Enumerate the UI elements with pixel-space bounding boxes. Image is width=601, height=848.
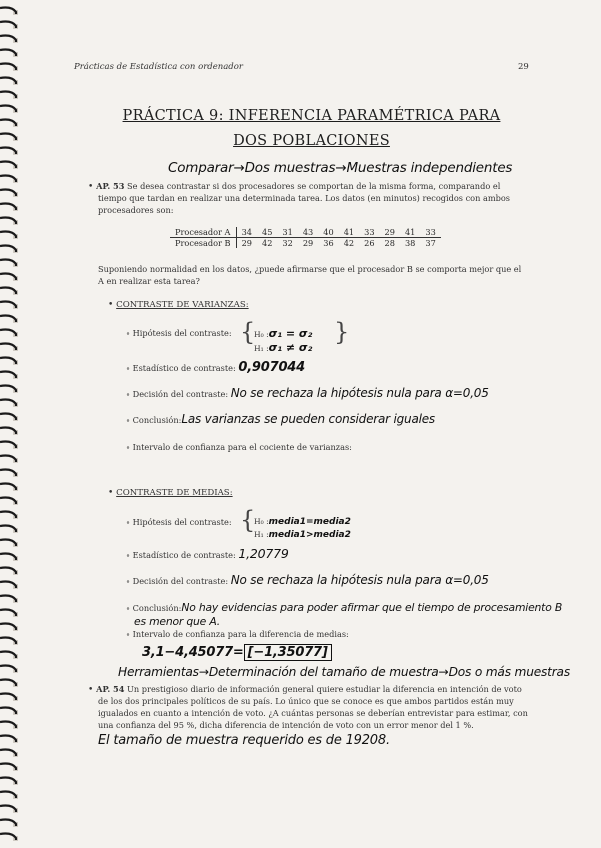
- table-cell: 42: [343, 238, 355, 248]
- table-cell: 26: [364, 238, 375, 248]
- table-cell: 33: [420, 227, 440, 238]
- table-cell: 29: [241, 238, 252, 248]
- bullet: •: [108, 300, 117, 310]
- right-brace: }: [334, 318, 350, 346]
- con-value-2: es menor que A.: [134, 615, 220, 628]
- ap54-line4: una confianza del 95 %, dicha diferencia de intención de voto con un error menor del 1 %.: [98, 720, 474, 730]
- ap54-label: AP. 54: [96, 684, 125, 694]
- varianzas-int: [126, 442, 352, 453]
- ap53-paragraph: [88, 181, 500, 193]
- circle-bullet: ∘: [126, 389, 133, 399]
- bullet: •: [108, 488, 117, 498]
- table-cell: 41: [400, 227, 420, 238]
- varianzas-heading: CONTRASTE DE VARIANZAS:: [116, 300, 249, 310]
- h0-value: σ₁ = σ₂: [268, 327, 313, 340]
- int-value-b: [−1,35077]: [244, 644, 332, 661]
- dec-label: Decisión del contraste:: [132, 389, 229, 399]
- circle-bullet: ∘: [126, 576, 133, 586]
- page-title-line1: PRÁCTICA 9: INFERENCIA PARAMÉTRICA PARA: [122, 108, 501, 124]
- ap53-question-line1: Suponiendo normalidad en los datos, ¿puede afirmarse que el procesador B se comporta mejor que el: [98, 264, 522, 274]
- table-cell: 32: [282, 238, 293, 248]
- left-brace: {: [240, 318, 256, 346]
- varianzas-hip: [126, 328, 232, 339]
- table-cell: 38: [404, 238, 416, 248]
- varianzas-est: [126, 362, 305, 374]
- varianzas-section: [108, 300, 249, 311]
- table-cell: 36: [323, 238, 334, 248]
- medias-int: [126, 629, 349, 640]
- circle-bullet: ∘: [126, 517, 133, 527]
- circle-bullet: ∘: [126, 328, 133, 338]
- int-label: Intervalo de confianza para el cociente de varianzas:: [132, 442, 352, 452]
- row-label: Procesador B: [170, 238, 236, 249]
- varianzas-con: [126, 414, 435, 426]
- table-cell: 43: [298, 227, 318, 238]
- ap53-question-line2: A en realizar esta tarea?: [98, 276, 200, 286]
- table-cell: 45: [257, 227, 277, 238]
- table-cell: 42: [262, 238, 273, 248]
- circle-bullet: ∘: [126, 363, 133, 373]
- hip-label: Hipótesis del contraste:: [132, 517, 232, 527]
- ap53-line2: tiempo que tardan en realizar una determinada tarea. Los datos (en minutos) recogidos con ambos: [98, 193, 510, 203]
- dec-value: No se rechaza la hipótesis nula para α=0,05: [230, 386, 489, 400]
- table-row: [170, 238, 441, 249]
- table-cell: 40: [318, 227, 338, 238]
- dec-value: No se rechaza la hipótesis nula para α=0,05: [230, 573, 489, 587]
- con-label: Conclusión:: [132, 415, 182, 425]
- h1-label: H₁ :: [254, 344, 269, 353]
- circle-bullet: ∘: [126, 415, 133, 425]
- circle-bullet: ∘: [126, 603, 133, 613]
- table-cell: 31: [277, 227, 297, 238]
- h1-line: [254, 336, 312, 355]
- left-brace: {: [240, 506, 256, 534]
- est-label: Estadístico de contraste:: [132, 550, 236, 560]
- table-cell: 33: [359, 227, 379, 238]
- medias-est: [126, 548, 289, 561]
- ap54-line2: de los dos principales políticos de su país. Lo único que se conoce es que ambos partidos están muy: [98, 696, 514, 706]
- table-cell: 34: [236, 227, 257, 238]
- int-value: [142, 645, 332, 660]
- int-value-a: 3,1−4,45077=: [142, 645, 244, 660]
- circle-bullet: ∘: [126, 442, 133, 452]
- hip-label: Hipótesis del contraste:: [132, 328, 232, 338]
- ap54-line3: igualados en cuanto a intención de voto. ¿A cuántas personas se deberían entrevistar para estimar, con: [98, 708, 528, 718]
- h1-value: σ₁ ≠ σ₂: [268, 341, 313, 354]
- medias-con: [126, 602, 562, 614]
- ap53-label: AP. 53: [96, 181, 125, 191]
- est-value: 1,20779: [238, 546, 289, 561]
- bullet: •: [88, 182, 97, 192]
- h0-value: media1=media2: [268, 517, 351, 527]
- medias-dec: [126, 575, 489, 587]
- page-number: 29: [518, 62, 529, 72]
- table-cell: 28: [384, 238, 395, 248]
- table-cell: 29: [302, 238, 314, 248]
- int-label: Intervalo de confianza para la diferencia de medias:: [132, 629, 349, 639]
- ap54-answer: El tamaño de muestra requerido es de 19208.: [98, 733, 390, 748]
- con-value: Las varianzas se pueden considerar iguales: [181, 412, 435, 426]
- ap53-line3: procesadores son:: [98, 205, 174, 215]
- h1-line: [254, 522, 351, 541]
- medias-section: [108, 488, 233, 499]
- h0-label: H₀ :: [254, 517, 269, 526]
- bullet: •: [88, 685, 97, 695]
- running-header: Prácticas de Estadística con ordenador: [74, 62, 243, 72]
- page-title-line2: DOS POBLACIONES: [233, 133, 390, 149]
- table-cell: 41: [339, 227, 359, 238]
- dec-label: Decisión del contraste:: [132, 576, 229, 586]
- spiral-binding: [0, 0, 22, 848]
- ap54-paragraph: [88, 684, 522, 696]
- circle-bullet: ∘: [126, 629, 133, 639]
- data-table: [170, 227, 441, 248]
- con-value-1: No hay evidencias para poder afirmar que el tiempo de procesamiento B: [181, 601, 563, 614]
- medias-hip: [126, 517, 232, 528]
- h1-value: media1>media2: [268, 530, 351, 540]
- h0-label: H₀ :: [254, 330, 269, 339]
- ap53-line1: Se desea contrastar si dos procesadores se comportan de la misma forma, comparando el: [127, 181, 501, 191]
- page: [22, 0, 601, 848]
- table-cell: 29: [380, 227, 400, 238]
- varianzas-dec: [126, 388, 489, 400]
- handwritten-route-top: Comparar→Dos muestras→Muestras independientes: [168, 160, 513, 176]
- row-label: Procesador A: [170, 227, 236, 238]
- handwritten-route-mid: Herramientas→Determinación del tamaño de muestra→Dos o más muestras: [118, 665, 570, 679]
- est-value: 0,907044: [238, 360, 306, 375]
- circle-bullet: ∘: [126, 550, 133, 560]
- table-row: [170, 227, 441, 238]
- con-label: Conclusión:: [132, 603, 182, 613]
- ap54-line1: Un prestigioso diario de información general quiere estudiar la diferencia en intención de voto: [127, 684, 522, 694]
- medias-heading: CONTRASTE DE MEDIAS:: [116, 488, 233, 498]
- h1-label: H₁ :: [254, 530, 269, 539]
- table-cell: 37: [425, 238, 436, 248]
- est-label: Estadístico de contraste:: [132, 363, 236, 373]
